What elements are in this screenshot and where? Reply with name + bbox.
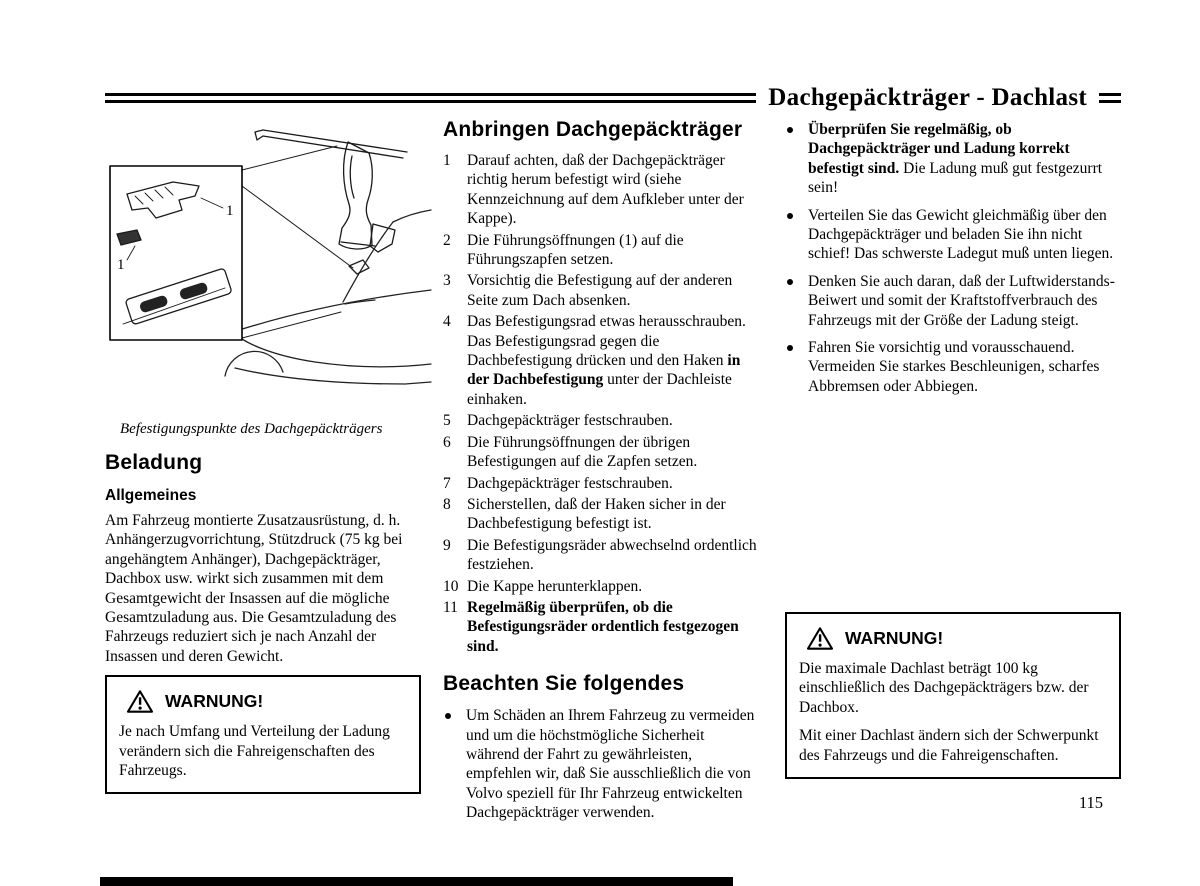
step-text: Die Kappe herunterklappen. — [467, 577, 643, 595]
dachlast-bullet-list — [785, 120, 1121, 396]
beachten-bullet-list — [443, 706, 761, 822]
rack-foot — [339, 142, 395, 252]
figure-label-1: 1 — [226, 203, 234, 219]
step-item — [443, 598, 761, 656]
step-number: 11 — [443, 598, 458, 616]
bullet-text: Verteilen Sie das Gewicht gleichmäßig über den Dachgepäckträger und beladen Sie ihn nicht schief! Das schwerste Ladegut muß unten liegen. — [808, 206, 1114, 263]
step-item — [443, 495, 761, 534]
warning-triangle-icon — [126, 689, 154, 714]
page-number: 115 — [1078, 793, 1103, 812]
step-text: Die Befestigungsräder abwechselnd ordentlich festziehen. — [467, 536, 757, 574]
left-column — [105, 116, 421, 794]
step-number: 6 — [443, 433, 451, 451]
header-rule-right — [1099, 93, 1121, 103]
bullet-marker — [787, 279, 793, 285]
scan-artifact-bar — [100, 877, 733, 886]
step-text: Regelmäßig überprüfen, ob die Befestigungsräder ordentlich festgezogen sind. — [467, 598, 739, 655]
warning-title: WARNUNG! — [165, 691, 264, 712]
steps-list — [443, 151, 761, 656]
bullet-marker — [787, 213, 793, 219]
header-rule-left — [105, 93, 756, 103]
detail-inset-box — [110, 166, 242, 340]
warning-box-right — [785, 612, 1121, 779]
step-number: 5 — [443, 412, 451, 430]
step-item — [443, 536, 761, 575]
roof-rack-figure — [105, 116, 435, 388]
step-text: Die Führungsöffnungen der übrigen Befestigungen auf die Zapfen setzen. — [467, 433, 698, 471]
figure-caption: Befestigungspunkte des Dachgepäckträgers — [120, 421, 383, 437]
heading-anbringen: Anbringen Dachgepäckträger — [443, 118, 743, 141]
heading-beladung: Beladung — [105, 451, 203, 474]
step-item — [443, 433, 761, 472]
step-number: 7 — [443, 474, 451, 492]
car-sketch — [225, 210, 431, 384]
step-number: 2 — [443, 231, 451, 249]
bullet-item — [785, 338, 1121, 396]
figure-label-2: 1 — [117, 257, 125, 273]
step-number: 8 — [443, 495, 451, 513]
bullet-marker — [787, 127, 793, 133]
warning-text: Je nach Umfang und Verteilung der Ladung verändern sich die Fahreigenschaften des Fahrzeugs. — [119, 723, 390, 780]
bullet-text: Denken Sie auch daran, daß der Luftwiderstands-Beiwert und somit der Kraftstoffverbrauch des Fahrzeugs mit der Größe der Ladung steigt. — [808, 272, 1115, 329]
step-number: 10 — [443, 577, 459, 595]
warning-paragraph-1: Die maximale Dachlast beträgt 100 kg einschließlich des Dachgepäckträgers bzw. der Dachbox. — [799, 660, 1089, 716]
beladung-body-text: Am Fahrzeug montierte Zusatzausrüstung, d. h. Anhängerzugvorrichtung, Stützdruck (75 kg bei angehängtem Anhänger), Dachgepäckträger, Dachbox usw. wirkt sich zusammen mit dem Gesamtgewicht der Insassen auf die mögliche Gesamtzuladung aus. Die Gesamtzuladung des Fahrzeugs reduziert sich je nach Anzahl der Insassen und deren Gewicht. — [105, 512, 403, 665]
bullet-marker — [787, 345, 793, 351]
right-column — [785, 120, 1121, 404]
step-text: Dachgepäckträger festschrauben. — [467, 412, 673, 430]
bullet-item — [785, 120, 1121, 198]
leader-lines — [242, 146, 353, 338]
bullet-item — [443, 706, 761, 822]
cross-bar — [255, 130, 407, 158]
bullet-item — [785, 206, 1121, 264]
warning-triangle-icon — [806, 626, 834, 651]
subheading-allgemeines: Allgemeines — [105, 487, 197, 504]
bullet-item — [785, 272, 1121, 330]
step-number: 3 — [443, 272, 451, 290]
warning-header — [126, 689, 407, 714]
step-text: Darauf achten, daß der Dachgepäckträger richtig herum befestigt wird (siehe Kennzeichnung auf dem Aufkleber unter der Kappe). — [467, 152, 744, 228]
bullet-text: Um Schäden an Ihrem Fahrzeug zu vermeiden und um die höchstmögliche Sicherheit während der Fahrt zu gewährleisten, empfehlen wir, daß Sie ausschließlich die von Volvo speziell für Ihr Fahrzeug entwickelten Dachgepäckträger verwenden. — [466, 707, 755, 822]
step-text: Vorsichtig die Befestigung auf der anderen Seite zum Dach absenken. — [467, 272, 733, 309]
page-header — [105, 84, 1121, 112]
bullet-text: Überprüfen Sie regelmäßig, ob Dachgepäckträger und Ladung korrekt befestigt sind. Die Ladung muß gut festgezurrt sein! — [808, 121, 1103, 197]
step-text: Dachgepäckträger festschrauben. — [467, 474, 673, 492]
step-number: 9 — [443, 536, 451, 554]
bullet-text: Fahren Sie vorsichtig und vorausschauend. Vermeiden Sie starkes Beschleunigen, scharfes Abbremsen oder Abbiegen. — [808, 339, 1100, 395]
heading-beachten: Beachten Sie folgendes — [443, 672, 685, 696]
step-number: 1 — [443, 152, 451, 169]
step-item — [443, 312, 761, 409]
step-number: 4 — [443, 313, 451, 331]
warning-header — [806, 626, 1107, 651]
step-item — [443, 231, 761, 270]
step-item — [443, 271, 761, 310]
warning-title: WARNUNG! — [845, 628, 944, 648]
step-text: Das Befestigungsrad etwas herausschrauben. Das Befestigungsrad gegen die Dachbefestigung drücken und den Haken in der Dachbefestigung unter der Dachleiste einhaken. — [467, 313, 746, 408]
step-item — [443, 411, 761, 430]
warning-paragraph-2: Mit einer Dachlast ändern sich der Schwerpunkt des Fahrzeugs und die Fahreigenschaften. — [799, 727, 1099, 764]
middle-column — [443, 118, 761, 831]
step-item — [443, 151, 761, 229]
bullet-marker — [445, 713, 451, 719]
page-title: Dachgepäckträger - Dachlast — [768, 84, 1087, 111]
step-text: Die Führungsöffnungen (1) auf die Führungszapfen setzen. — [467, 231, 684, 269]
warning-box-left — [105, 675, 421, 794]
step-item — [443, 577, 761, 596]
step-text: Sicherstellen, daß der Haken sicher in der Dachbefestigung befestigt ist. — [467, 495, 726, 533]
roof-rack-illustration — [105, 116, 435, 388]
step-item — [443, 474, 761, 493]
